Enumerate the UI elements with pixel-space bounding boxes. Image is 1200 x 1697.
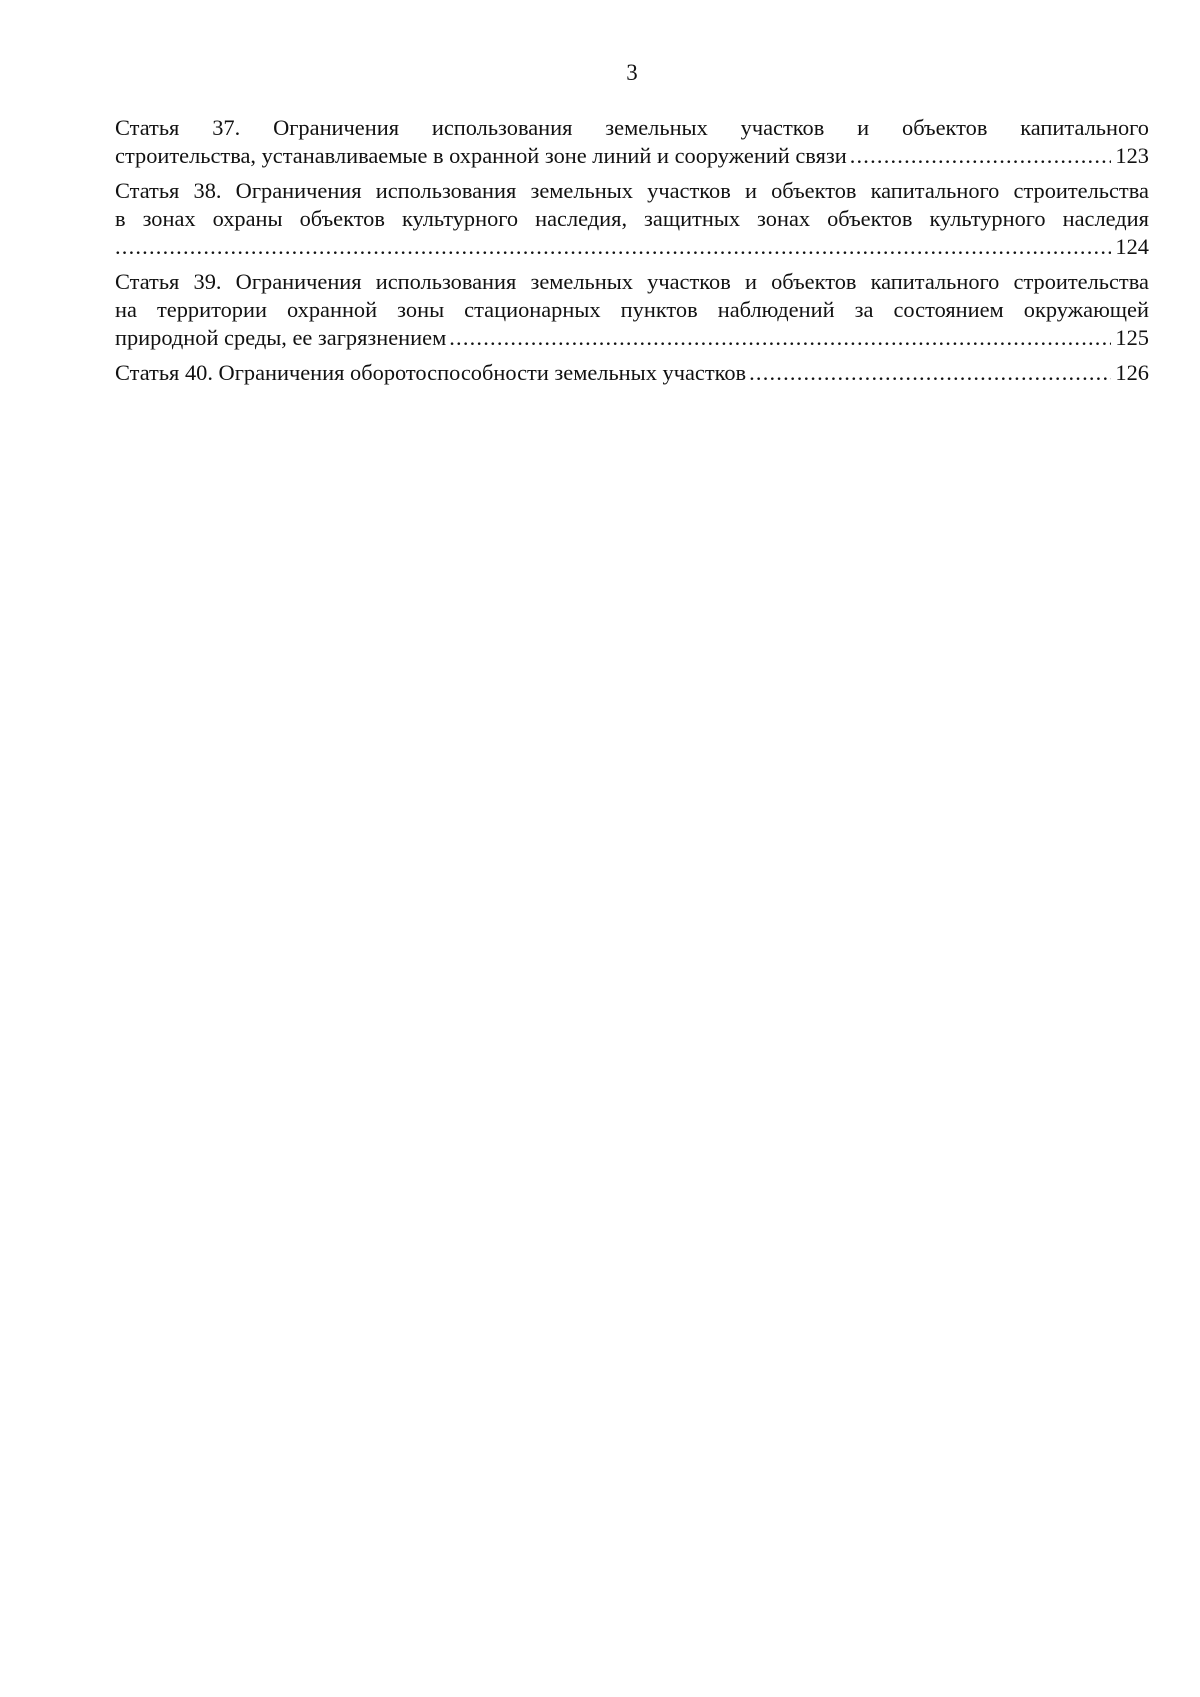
toc-title-text: строительства, устанавливаемые в охранной зоне линий и сооружений связи	[115, 143, 847, 168]
toc-word: и	[744, 178, 757, 203]
toc-word: Статья	[115, 269, 180, 294]
toc-word: объектов	[299, 206, 385, 231]
toc-page-number: 124	[1115, 234, 1149, 259]
toc-word: наследия,	[535, 206, 628, 231]
toc-word: капитального	[1020, 115, 1149, 140]
toc-word: земельных	[605, 115, 708, 140]
toc-entry-article-40[interactable]	[115, 359, 1149, 387]
toc-word: состоянием	[893, 297, 1004, 322]
toc-word: объектов	[902, 115, 988, 140]
toc-word: зонах	[142, 206, 196, 231]
toc-page-number: 126	[1115, 360, 1149, 385]
toc-line	[115, 296, 1149, 324]
toc-word: 38.	[193, 178, 222, 203]
toc-word: использования	[375, 178, 517, 203]
toc-line-last	[115, 142, 1149, 170]
toc-word: культурного	[929, 206, 1046, 231]
page-number: 3	[626, 60, 638, 85]
toc-word: за	[854, 297, 874, 322]
toc-word: земельных	[530, 178, 633, 203]
dot-leader	[850, 142, 1112, 170]
toc-word: 39.	[193, 269, 222, 294]
toc-word: пунктов	[620, 297, 698, 322]
toc-word: территории	[156, 297, 267, 322]
toc-word: стационарных	[464, 297, 601, 322]
toc-word: участков	[740, 115, 825, 140]
toc-title-text: Статья 40. Ограничения оборотоспособности земельных участков	[115, 360, 747, 385]
toc-line-last	[115, 359, 1149, 387]
toc-word: зоны	[397, 297, 445, 322]
toc-page-number: 123	[1115, 143, 1149, 168]
toc-word: защитных	[644, 206, 741, 231]
toc-line	[115, 205, 1149, 233]
toc-word: участков	[647, 269, 731, 294]
toc-word: окружающей	[1023, 297, 1149, 322]
toc-line	[115, 177, 1149, 205]
toc-entry-article-39[interactable]	[115, 268, 1149, 352]
toc-word: земельных	[530, 269, 633, 294]
toc-word: объектов	[827, 206, 913, 231]
toc-word: объектов	[771, 178, 857, 203]
toc-word: Статья	[115, 178, 180, 203]
dot-leader	[449, 324, 1111, 352]
toc-word: Статья	[115, 115, 180, 140]
toc-word: объектов	[771, 269, 857, 294]
toc-word: Ограничения	[235, 269, 362, 294]
toc-word: и	[857, 115, 870, 140]
toc-word: Ограничения	[273, 115, 399, 140]
toc-word: и	[744, 269, 757, 294]
toc-word: участков	[647, 178, 731, 203]
dot-leader	[749, 359, 1111, 387]
dot-leader	[115, 233, 1111, 261]
toc-word: строительства	[1013, 178, 1149, 203]
toc-word: на	[115, 297, 137, 322]
toc-entry-article-37[interactable]	[115, 114, 1149, 170]
toc-word: в	[115, 206, 126, 231]
table-of-contents	[115, 114, 1149, 394]
toc-title-text: природной среды, ее загрязнением	[115, 325, 447, 350]
toc-word: Ограничения	[235, 178, 362, 203]
toc-entry-article-38[interactable]	[115, 177, 1149, 261]
toc-word: зонах	[757, 206, 811, 231]
toc-page-number: 125	[1115, 325, 1149, 350]
toc-word: использования	[375, 269, 517, 294]
toc-line	[115, 114, 1149, 142]
toc-word: охранной	[287, 297, 378, 322]
toc-line-last	[115, 233, 1149, 261]
toc-word: наследия	[1062, 206, 1149, 231]
toc-word: культурного	[401, 206, 519, 231]
toc-word: капитального	[870, 178, 1000, 203]
toc-line-last	[115, 324, 1149, 352]
toc-line	[115, 268, 1149, 296]
toc-word: охраны	[212, 206, 283, 231]
toc-word: 37.	[212, 115, 241, 140]
toc-word: наблюдений	[717, 297, 835, 322]
toc-word: капитального	[870, 269, 1000, 294]
toc-word: использования	[431, 115, 573, 140]
toc-word: строительства	[1013, 269, 1149, 294]
